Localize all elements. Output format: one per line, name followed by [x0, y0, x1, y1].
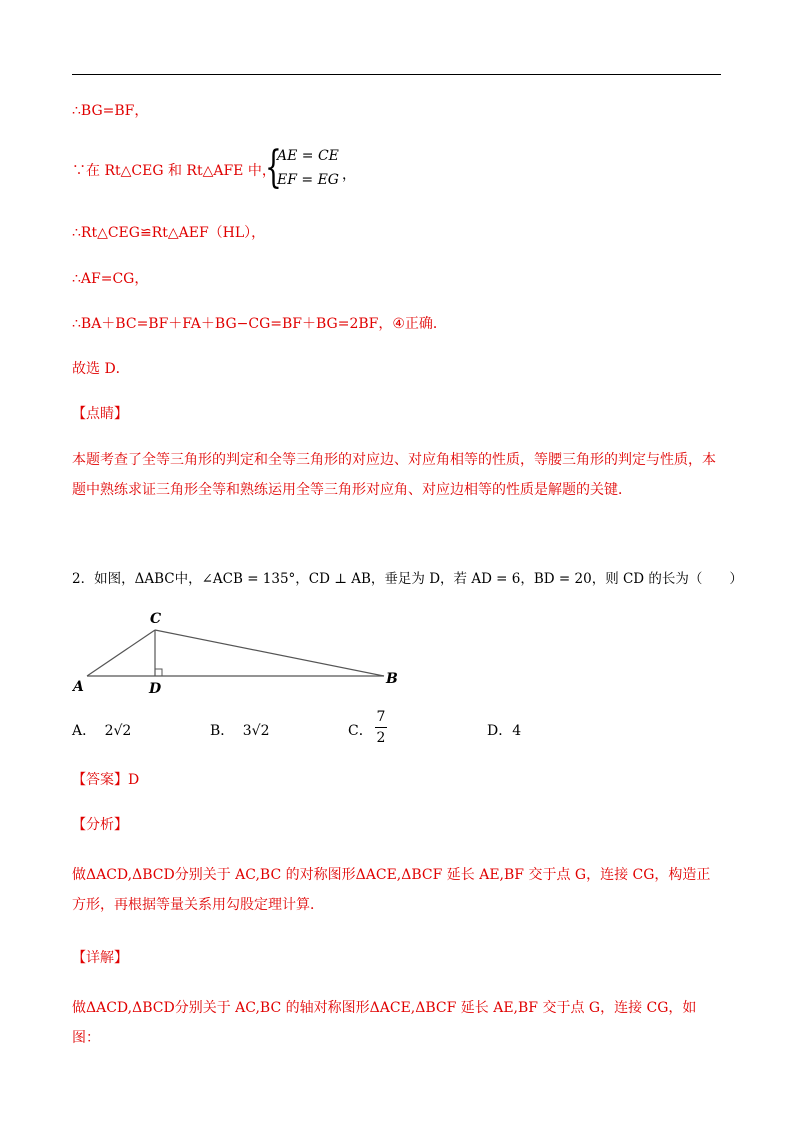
equation-ae-ce: AE = CE: [277, 148, 339, 164]
proof-line-congruent: ∴Rt△CEG≌Rt△AEF（HL），: [72, 225, 266, 241]
right-angle-mark: [155, 669, 162, 676]
equation-comma: ，: [342, 167, 356, 183]
equation-system: [265, 142, 356, 194]
question-text: 2．如图，ΔABC中，∠ACB = 135°，CD ⊥ AB，垂足为 D，若 AD = 6，BD = 20，则 CD 的长为（ ）: [72, 571, 743, 587]
fenxi-heading: 【分析】: [72, 817, 128, 833]
proof-line-bg-bf: ∴BG=BF，: [72, 103, 149, 119]
option-b-value: 3√2: [242, 723, 270, 739]
fraction-denominator: 2: [376, 730, 386, 746]
proof-line-in-triangles: ∵在 Rt△CEG 和 Rt△AFE 中，: [72, 163, 276, 179]
label-d: D: [149, 681, 162, 697]
dianjing-text: 本题考查了全等三角形的判定和全等三角形的对应边、对应角相等的性质，等腰三角形的判定与性质，本题中熟练求证三角形全等和熟练运用全等三角形对应角、对应边相等的性质是解题的关键．: [72, 452, 716, 498]
proof-line-af-cg: ∴AF=CG，: [72, 271, 149, 287]
segment-cb: [155, 630, 384, 676]
option-c[interactable]: [348, 720, 373, 740]
fenxi-text: 做ΔACD,ΔBCD分别关于 AC,BC 的对称图形ΔACE,ΔBCF 延长 AE,BF 交于点 G，连接 CG，构造正方形，再根据等量关系用勾股定理计算．: [72, 867, 711, 913]
equation-ef-eg: EF = EG: [277, 172, 339, 188]
fraction-numerator: 7: [376, 709, 386, 725]
option-a-value: 2√2: [104, 723, 132, 739]
label-a: A: [73, 679, 84, 695]
option-a-label: A．: [72, 723, 97, 739]
answer-line: 【答案】D: [72, 772, 140, 788]
option-c-label: C．: [348, 723, 373, 739]
option-b[interactable]: [210, 720, 270, 740]
option-d[interactable]: D．4: [487, 723, 522, 739]
xiangjie-heading: 【详解】: [72, 950, 128, 966]
option-a[interactable]: [72, 720, 131, 740]
triangle-figure: [70, 605, 410, 700]
proof-line-choose-d: 故选 D．: [72, 361, 130, 377]
label-c: C: [150, 611, 162, 627]
brace-icon: {: [265, 142, 282, 193]
option-b-label: B．: [210, 723, 235, 739]
dianjing-heading: 【点睛】: [72, 406, 128, 422]
fraction-bar: [375, 727, 387, 728]
header-rule: [72, 74, 721, 75]
segment-ac: [87, 630, 155, 676]
label-b: B: [386, 671, 398, 687]
proof-line-sum: ∴BA＋BC=BF＋FA＋BG−CG=BF＋BG=2BF，④正确．: [72, 316, 447, 332]
option-c-fraction: [375, 709, 387, 746]
xiangjie-text: 做ΔACD,ΔBCD分别关于 AC,BC 的轴对称图形ΔACE,ΔBCF 延长 AE,BF 交于点 G，连接 CG，如图：: [72, 1000, 697, 1046]
